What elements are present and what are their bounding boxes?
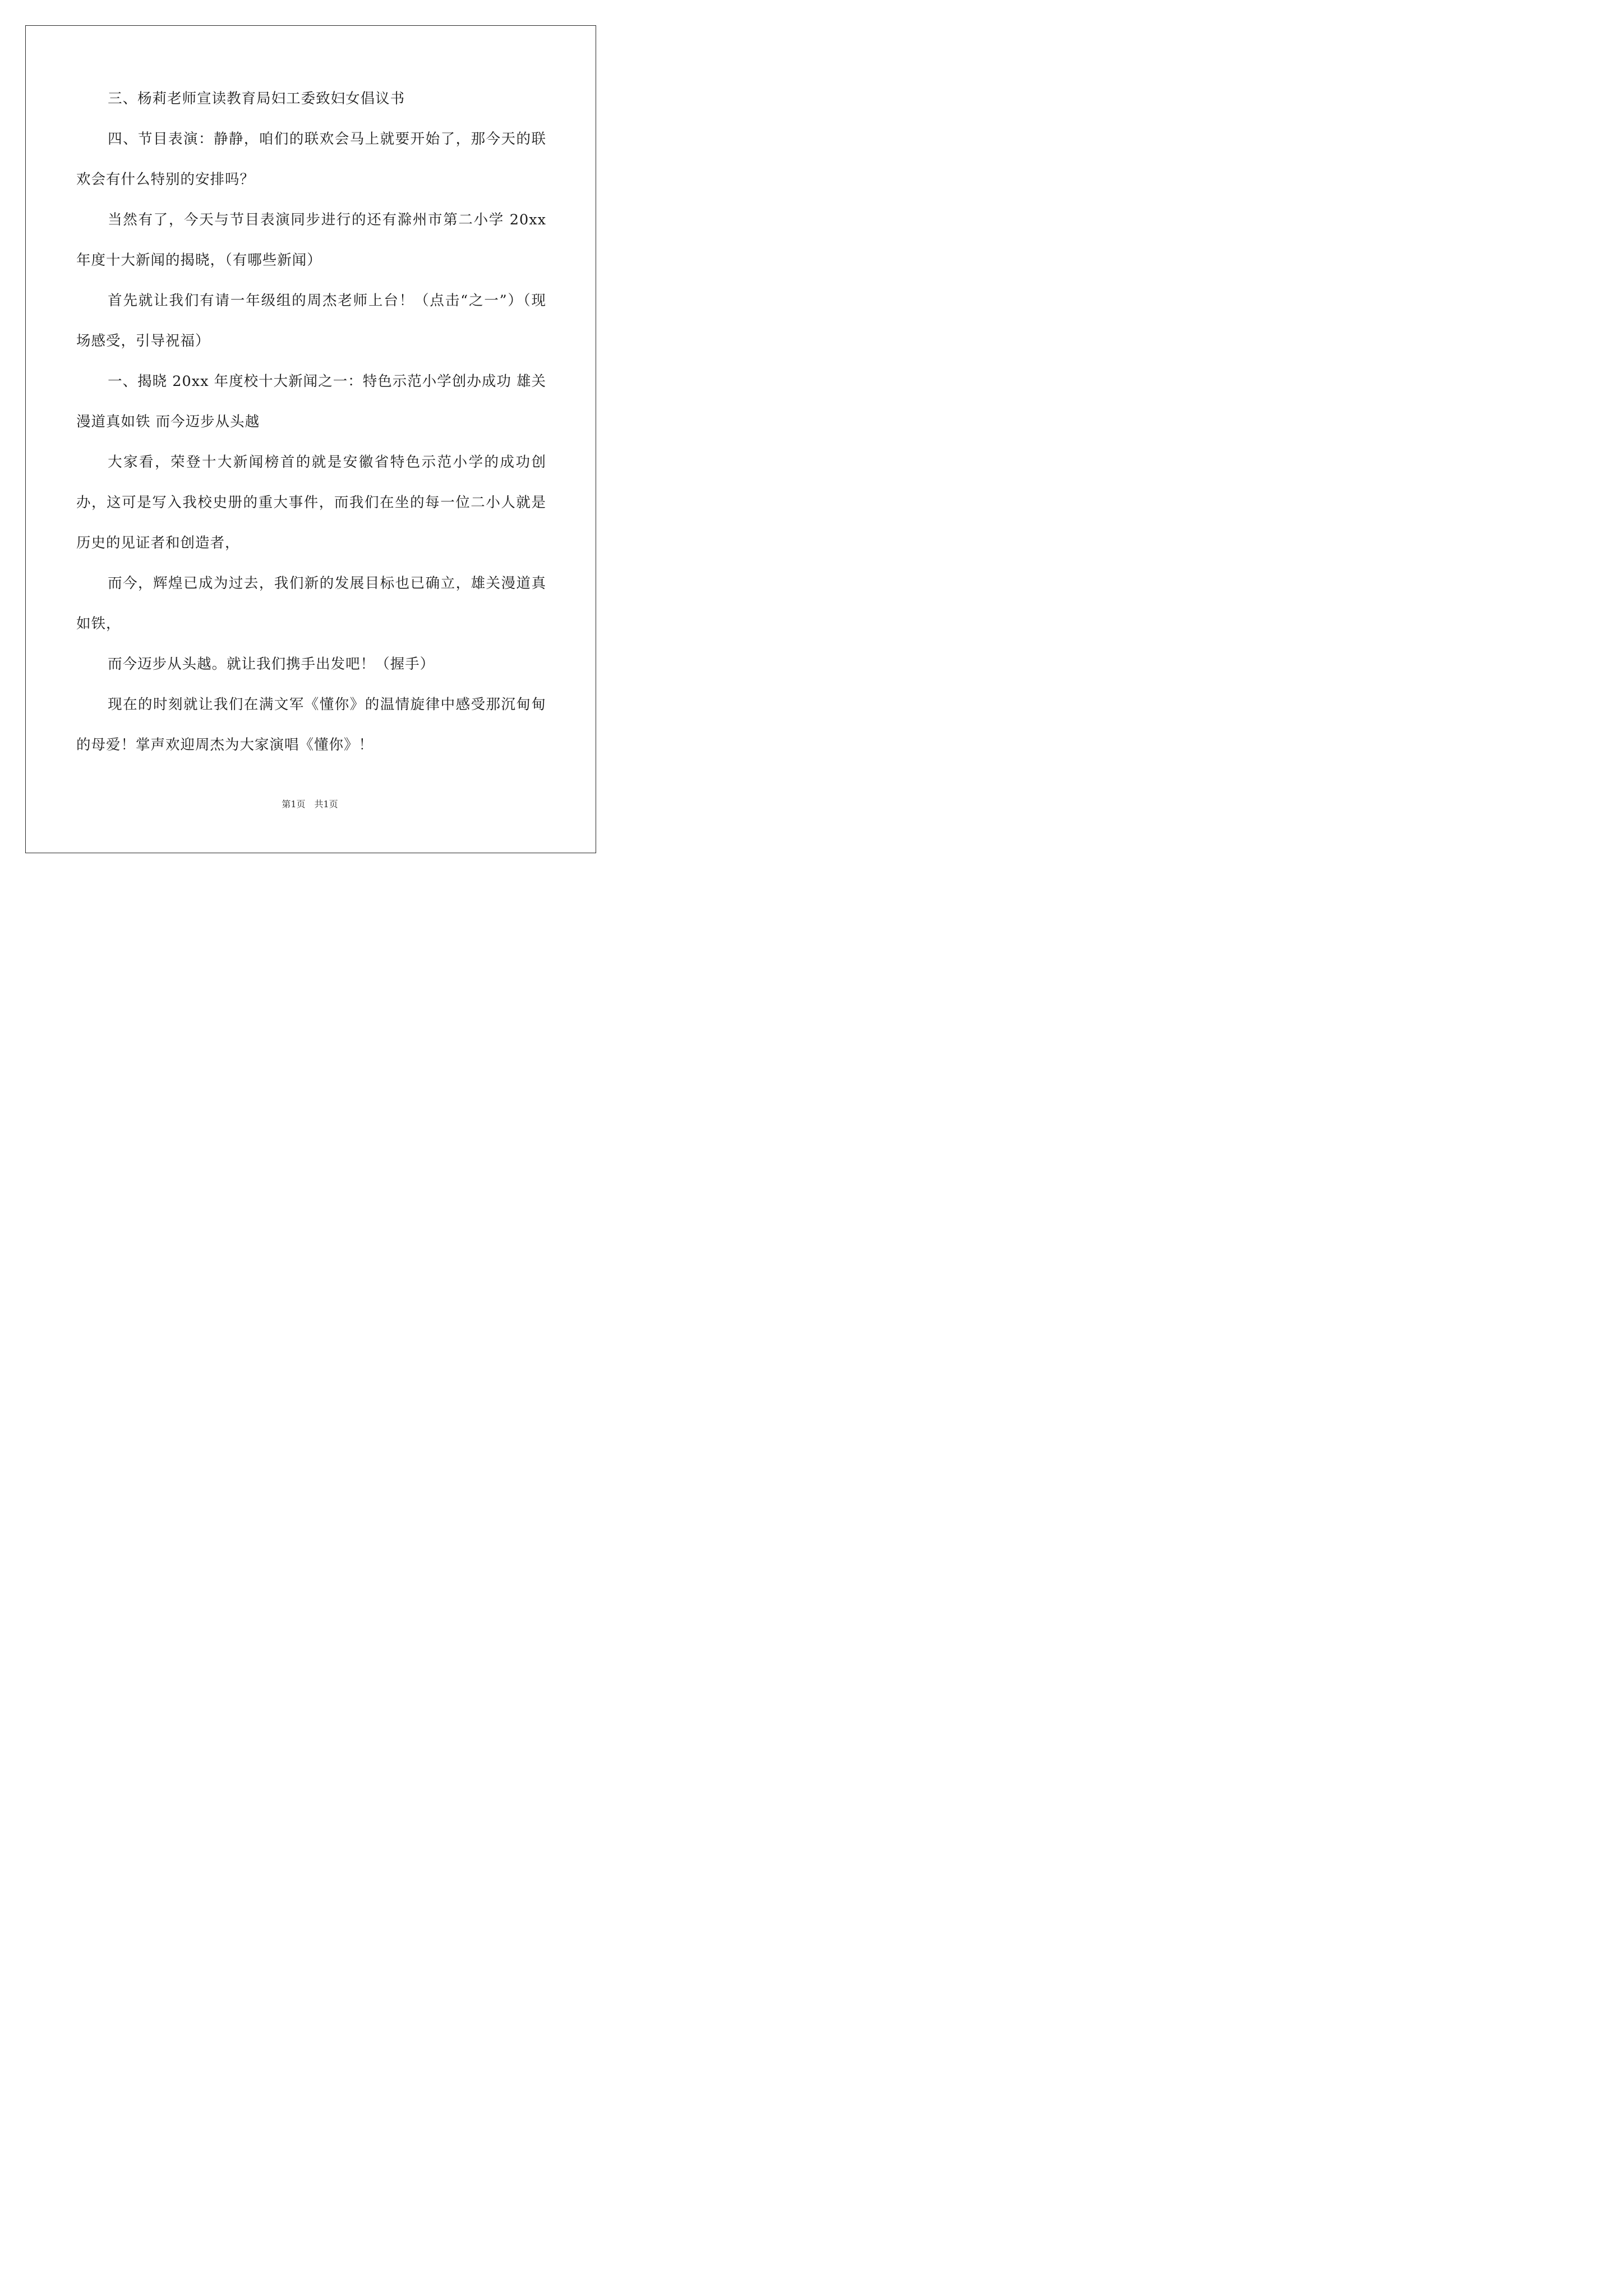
paragraph: 当然有了，今天与节目表演同步进行的还有滁州市第二小学 20xx 年度十大新闻的揭晓，（有哪些新闻） <box>76 211 546 269</box>
paragraph: 三、杨莉老师宣读教育局妇工委致妇女倡议书 <box>108 90 405 107</box>
paragraph: 而今迈步从头越。就让我们携手出发吧！（握手） <box>108 656 435 673</box>
paragraph: 现在的时刻就让我们在满文军《懂你》的温情旋律中感受那沉甸甸的母爱！掌声欢迎周杰为大家演唱《懂你》！ <box>76 696 546 753</box>
paragraph: 大家看，荣登十大新闻榜首的就是安徽省特色示范小学的成功创办，这可是写入我校史册的重大事件，而我们在坐的每一位二小人就是历史的见证者和创造者， <box>76 454 546 551</box>
page-number-footer: 第1页 共1页 <box>282 799 338 809</box>
paragraph: 一、揭晓 20xx 年度校十大新闻之一：特色示范小学创办成功 雄关漫道真如铁 而今迈步从头越 <box>76 373 546 430</box>
paragraph: 首先就让我们有请一年级组的周杰老师上台！（点击“之一”）（现场感受，引导祝福） <box>76 292 546 349</box>
paragraph: 四、节目表演：静静，咱们的联欢会马上就要开始了，那今天的联欢会有什么特别的安排吗？ <box>76 131 546 188</box>
document-body <box>76 79 546 765</box>
paragraph: 而今，辉煌已成为过去，我们新的发展目标也已确立，雄关漫道真如铁， <box>76 575 546 632</box>
